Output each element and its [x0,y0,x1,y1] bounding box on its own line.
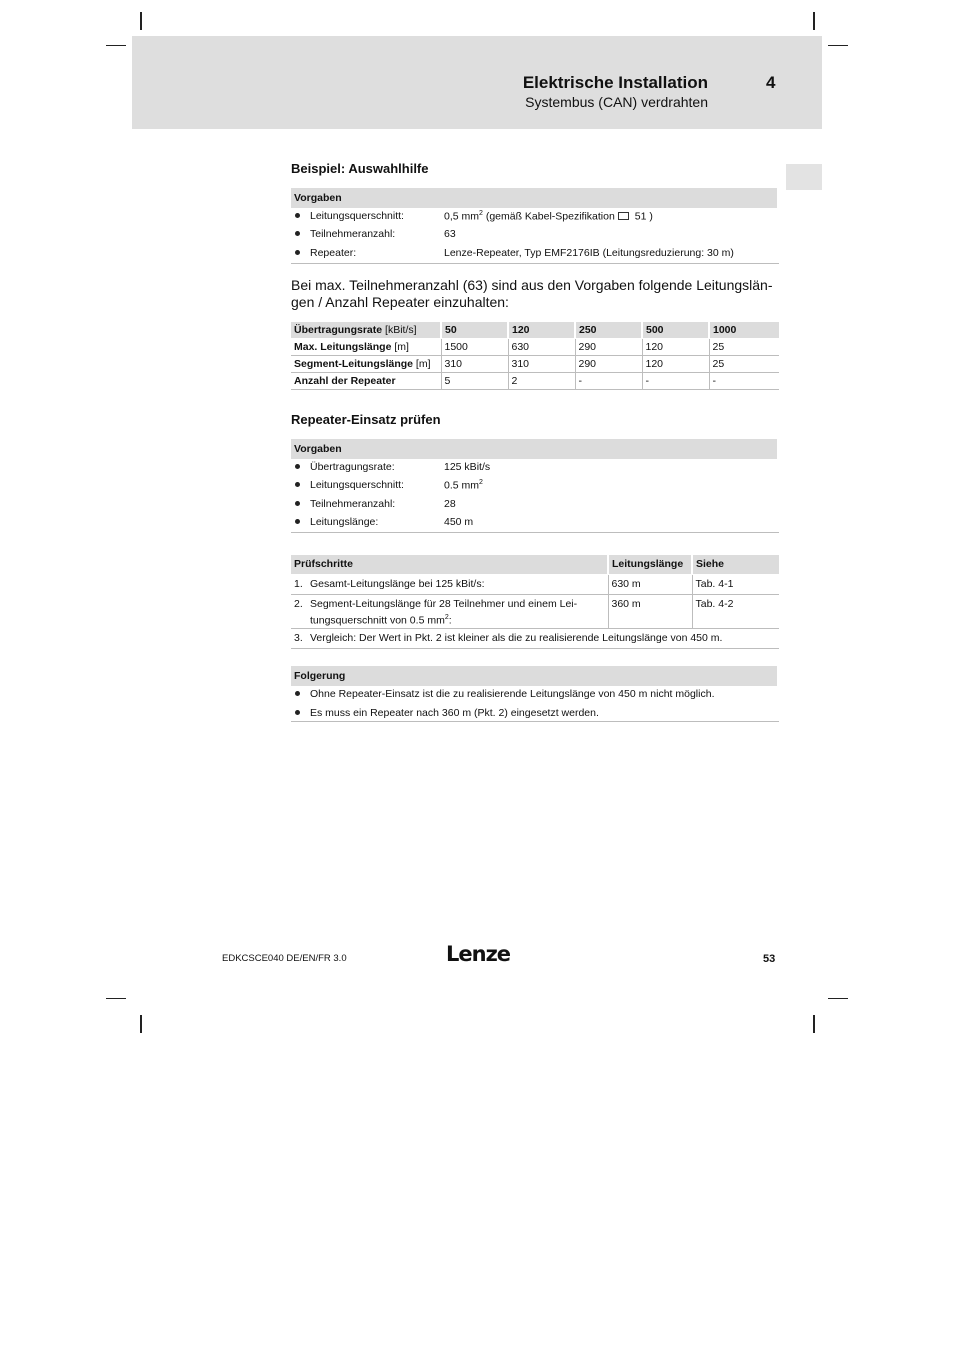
crop-mark [140,1015,142,1033]
item-label: Leitungsquerschnitt: [310,210,404,222]
specs-bar-label: Vorgaben [294,192,342,204]
table-cell: - [575,373,642,390]
bullet-icon [295,213,300,218]
paragraph-line: gen / Anzahl Repeater einzuhalten: [291,294,509,310]
crop-mark [106,45,126,46]
table-cell: - [709,373,779,390]
bullet-icon [295,482,300,487]
bullet-icon [295,464,300,469]
table-cell: 1500 [441,339,508,356]
list-item [291,226,779,244]
item-value: 63 [444,228,456,240]
table-cell: 290 [575,356,642,373]
table-cell: Tab. 4-1 [692,575,779,595]
list-item [291,496,779,514]
item-label: Teilnehmeranzahl: [310,228,396,240]
table-cell: 25 [709,356,779,373]
table-header-cell: 1000 [709,322,779,339]
chapter-tab [786,164,822,190]
page-subtitle: Systembus (CAN) verdrahten [525,94,708,110]
bullet-icon [295,231,300,236]
item-label: Repeater: [310,247,357,259]
table-cell: 360 m [608,595,692,629]
table-cell: Segment-Leitungslänge [m] [291,356,441,373]
divider [291,263,779,264]
table-cell: 5 [441,373,508,390]
table-header-cell: 250 [575,322,642,339]
paragraph-line: Bei max. Teilnehmeranzahl (63) sind aus den Vorgaben folgende Leitungslän- [291,277,773,293]
list-item [291,514,779,532]
table-cell: 120 [642,339,709,356]
table-cell: 630 m [608,575,692,595]
table-header-cell: Leitungslänge [608,555,692,575]
document-code: EDKCSCE040 DE/EN/FR 3.0 [222,953,347,964]
conclusion-bar-label: Folgerung [294,670,346,682]
page-header [132,36,822,129]
list-item [291,686,779,704]
table-cell: Anzahl der Repeater [291,373,441,390]
lenze-logo: Lenze [446,942,511,966]
steps-table [291,555,779,649]
item-label: Teilnehmeranzahl: [310,498,396,510]
crop-mark [828,998,848,999]
item-value: 450 m [444,516,474,528]
table-cell: 25 [709,339,779,356]
item-value: Lenze-Repeater, Typ EMF2176IB (Leitungsreduzierung: 30 m) [444,247,734,259]
body-paragraph [291,277,778,311]
item-value: 0,5 $mm^2$ (gemäß Kabel-Spezifikation 51 ) [444,210,653,223]
table-cell: 630 [508,339,575,356]
table-cell: 3. Vergleich: Der Wert in Pkt. 2 ist kleiner als die zu realisierende Leitungslänge von 450 m. [291,628,779,648]
table-cell: 2 [508,373,575,390]
specs-bar [291,188,777,208]
table-row [291,356,779,373]
crop-mark [813,12,815,30]
item-value: 125 kBit/s [444,461,491,473]
table-cell: 120 [642,356,709,373]
table-cell: - [642,373,709,390]
book-icon [618,212,629,220]
item-label: Es muss ein Repeater nach 360 m (Pkt. 2) eingesetzt werden. [310,707,599,719]
table-cell: Max. Leitungslänge [m] [291,339,441,356]
table-header-cell: 120 [508,322,575,339]
item-label: Leitungsquerschnitt: [310,479,404,491]
specs-bar [291,439,777,459]
table-header-row [291,322,779,339]
page-number: 53 [763,953,776,965]
table-cell: 1. Gesamt-Leitungslänge bei 125 kBit/s: [291,575,608,595]
table-header-cell: Siehe [692,555,779,575]
table-cell: 2. Segment-Leitungslänge für 28 Teilnehmer und einem Lei- tungsquerschnitt von 0.5 $mm^2$: [291,595,608,629]
table-row [291,373,779,390]
table-row [291,575,779,595]
specs-bar-label: Vorgaben [294,443,342,455]
item-label: Übertragungsrate: [310,461,395,473]
bullet-icon [295,501,300,506]
table-row [291,628,779,648]
table-header-cell: Übertragungsrate [kBit/s] [291,322,441,339]
list-item [291,208,779,226]
chapter-number: 4 [766,73,776,92]
conclusion-bar [291,666,777,686]
table-header-cell: 500 [642,322,709,339]
table-cell: 290 [575,339,642,356]
divider [291,532,779,533]
table-row [291,339,779,356]
bullet-icon [295,519,300,524]
list-item [291,245,779,263]
crop-mark [140,12,142,30]
table-header-row [291,555,779,575]
section-title-check: Repeater-Einsatz prüfen [291,412,441,427]
item-label: Ohne Repeater-Einsatz ist die zu realisierende Leitungslänge von 450 m nicht möglich. [310,688,715,700]
crop-mark [106,998,126,999]
crop-mark [828,45,848,46]
table-header-cell: 50 [441,322,508,339]
page-title: Elektrische Installation [522,73,708,92]
crop-mark [813,1015,815,1033]
list-item [291,459,779,477]
table-cell: Tab. 4-2 [692,595,779,629]
table-cell: 310 [441,356,508,373]
section-title-example: Beispiel: Auswahlhilfe [291,161,429,176]
divider [291,721,779,722]
list-item [291,477,779,495]
bullet-icon [295,250,300,255]
table-cell: 310 [508,356,575,373]
table-header-cell: Prüfschritte [291,555,608,575]
item-value: 0.5 $mm^2$ [444,479,483,492]
item-value: 28 [444,498,456,510]
item-label: Leitungslänge: [310,516,379,528]
table-row [291,595,779,629]
rate-table [291,322,779,390]
bullet-icon [295,691,300,696]
bullet-icon [295,710,300,715]
